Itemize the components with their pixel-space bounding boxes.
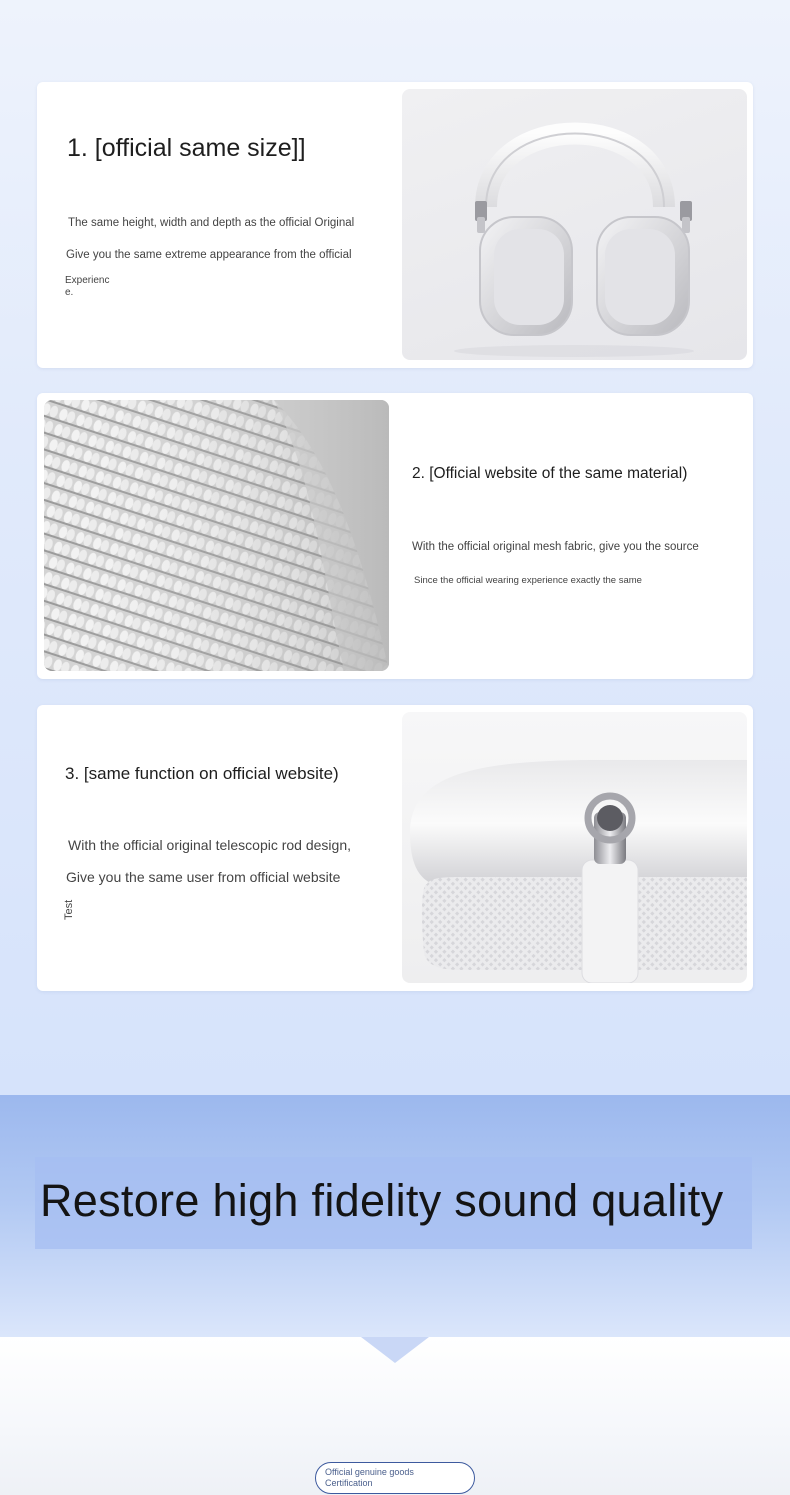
mesh-fabric-image	[44, 400, 389, 671]
feature-card-function	[37, 705, 753, 991]
feature-card-material	[37, 393, 753, 679]
telescopic-rod-icon	[402, 712, 747, 983]
feature-line: Experienc e.	[65, 275, 110, 298]
feature-line: With the official original telescopic rod design,	[68, 837, 352, 853]
feature-line: Test	[63, 899, 75, 920]
feature-card-size	[37, 82, 753, 368]
mesh-fabric-icon	[44, 400, 389, 671]
sound-quality-banner	[0, 1095, 790, 1337]
feature-line: Since the official wearing experience exactly the same	[414, 575, 642, 586]
headphones-icon	[402, 89, 747, 360]
feature-line: The same height, width and depth as the official Original	[68, 217, 355, 229]
certification-badge	[315, 1462, 475, 1494]
feature-title: 2. [Official website of the same material)	[412, 465, 688, 482]
banner-title: Restore high fidelity sound quality	[40, 1175, 724, 1226]
feature-title: 1. [official same size]]	[67, 134, 306, 162]
feature-line: With the official original mesh fabric, give you the source	[412, 541, 699, 553]
badge-line: Official genuine goods	[325, 1467, 414, 1477]
telescopic-rod-image	[402, 712, 747, 983]
feature-title: 3. [same function on official website)	[65, 764, 339, 783]
badge-line: Certification	[325, 1478, 373, 1488]
feature-line: Give you the same user from official website	[66, 869, 341, 885]
feature-line: Give you the same extreme appearance from the official	[66, 249, 352, 261]
headphones-image	[402, 89, 747, 360]
down-arrow-icon	[361, 1337, 429, 1363]
